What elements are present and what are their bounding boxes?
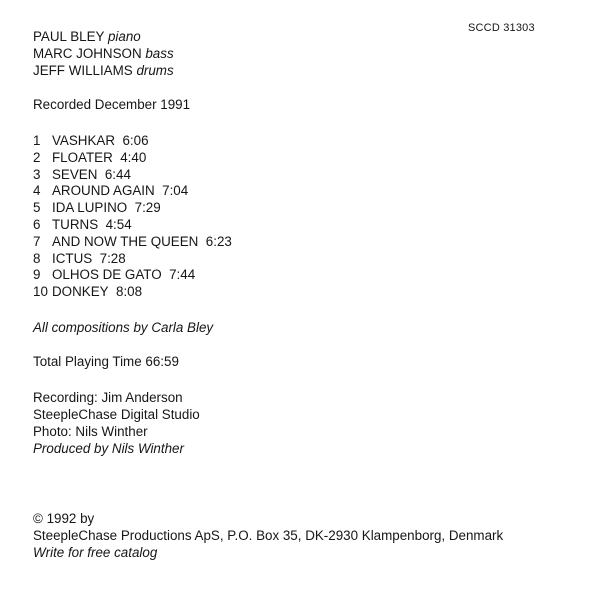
lineup [33, 28, 174, 79]
track-number: 8 [33, 250, 41, 266]
credits [33, 389, 200, 457]
track-row [33, 251, 232, 268]
track-duration: 7:28 [99, 250, 126, 266]
track-list [33, 133, 232, 301]
track-row [33, 267, 232, 284]
track-number: 9 [33, 267, 41, 283]
track-row [33, 217, 232, 234]
track-duration: 7:44 [169, 267, 196, 283]
track-number: 2 [33, 149, 41, 165]
studio-credit: SteepleChase Digital Studio [33, 407, 200, 422]
track-duration: 4:54 [105, 216, 132, 232]
catalog-note: Write for free catalog [33, 545, 158, 560]
track-title: TURNS [52, 216, 99, 232]
track-number: 3 [33, 166, 41, 182]
track-title: ICTUS [52, 250, 93, 266]
member-name: MARC JOHNSON [33, 46, 142, 61]
track-row [33, 200, 232, 217]
total-playing-time: Total Playing Time 66:59 [33, 354, 179, 369]
recording-credit: Recording: Jim Anderson [33, 390, 183, 405]
lineup-member [33, 45, 174, 62]
lineup-member [33, 62, 174, 79]
track-title: AND NOW THE QUEEN [52, 233, 199, 249]
member-instrument: drums [136, 63, 174, 78]
track-duration: 7:29 [134, 200, 161, 216]
track-row [33, 150, 232, 167]
lineup-member [33, 28, 174, 45]
track-title: IDA LUPINO [52, 200, 128, 216]
track-number: 5 [33, 200, 41, 216]
recording-date: Recorded December 1991 [33, 97, 191, 112]
track-row [33, 133, 232, 150]
member-instrument: piano [107, 29, 141, 44]
track-number: 10 [33, 284, 48, 300]
track-row [33, 183, 232, 200]
track-duration: 6:06 [122, 133, 149, 148]
track-number: 7 [33, 233, 41, 249]
track-number: 6 [33, 216, 41, 232]
track-title: VASHKAR [52, 133, 116, 148]
member-name: PAUL BLEY [33, 29, 105, 44]
composer-note: All compositions by Carla Bley [33, 320, 214, 335]
track-title: FLOATER [52, 149, 113, 165]
track-duration: 6:44 [104, 166, 131, 182]
track-title: OLHOS DE GATO [52, 267, 162, 283]
track-number: 1 [33, 133, 41, 148]
track-duration: 6:23 [205, 233, 232, 249]
track-duration: 8:08 [116, 284, 143, 300]
producer-credit: Produced by Nils Winther [33, 441, 184, 456]
copyright-block [33, 510, 503, 561]
member-name: JEFF WILLIAMS [33, 63, 133, 78]
copyright-line: © 1992 by [33, 511, 95, 526]
track-row [33, 167, 232, 184]
photo-credit: Photo: Nils Winther [33, 424, 148, 439]
track-title: SEVEN [52, 166, 98, 182]
publisher-address: SteepleChase Productions ApS, P.O. Box 35, DK-2930 Klampenborg, Denmark [33, 528, 504, 543]
track-title: DONKEY [52, 284, 109, 300]
track-title: AROUND AGAIN [52, 183, 155, 199]
member-instrument: bass [145, 46, 174, 61]
track-duration: 7:04 [162, 183, 189, 199]
track-row [33, 234, 232, 251]
catalog-number: SCCD 31303 [468, 22, 535, 34]
track-row [33, 284, 232, 301]
track-number: 4 [33, 183, 41, 199]
track-duration: 4:40 [120, 149, 147, 165]
